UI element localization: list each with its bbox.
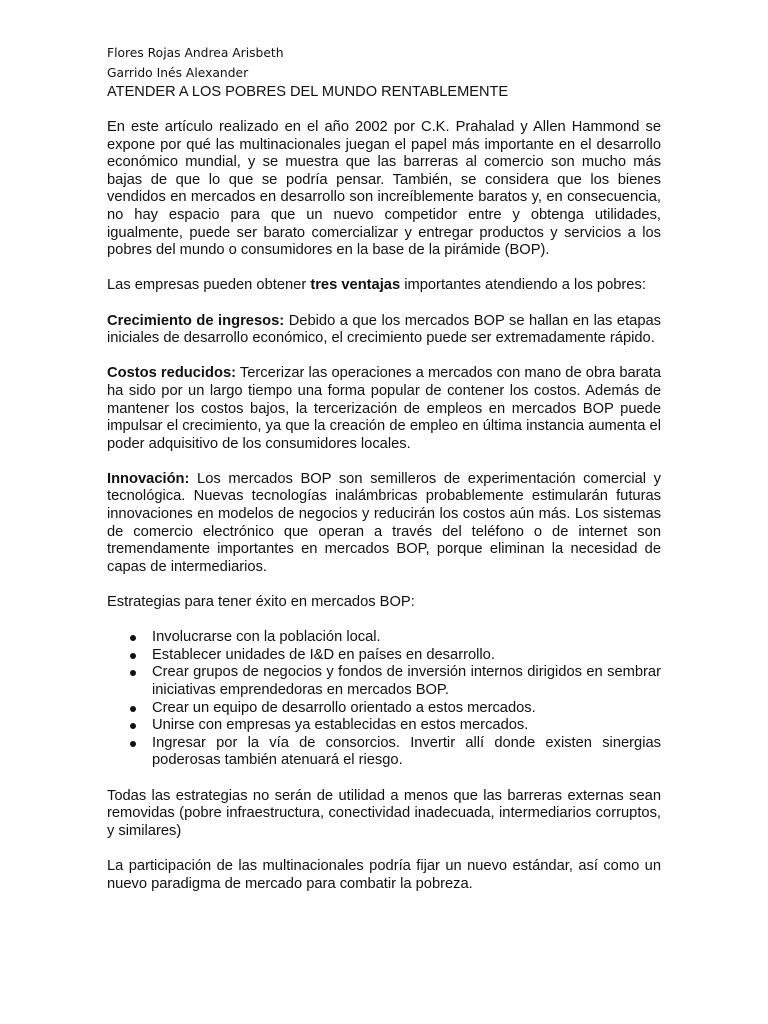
bullet-icon: [130, 635, 136, 641]
list-item-text: Ingresar por la vía de consorcios. Invertir allí donde existen sinergias poderosas también atenuará el riesgo.: [152, 734, 661, 769]
author-name: Flores Rojas Andrea Arisbeth: [107, 46, 284, 60]
advantage-heading: Crecimiento de ingresos:: [107, 312, 285, 329]
advantage-paragraph-revenue: [107, 313, 661, 348]
advantages-intro-text: Las empresas pueden obtener: [107, 277, 311, 294]
author-name: Garrido Inés Alexander: [107, 65, 249, 80]
bullet-icon: [130, 723, 136, 729]
advantage-paragraph-costs: [107, 365, 661, 453]
intro-paragraph: En este artículo realizado en el año 2002 por C.K. Prahalad y Allen Hammond se expone por qué las multinacionales juegan el papel más importante en el desarrollo económico mundial, y se muestra que las barreras al comercio son mucho más bajas de que lo que se podría pensar. También, se considera que los bienes vendidos en mercados en desarrollo son increíblemente baratos y, en consecuencia, no hay espacio para que un nuevo competidor entre y obtenga utilidades, igualmente, puede ser barato comercializar y entregar productos y servicios a los pobres del mundo o consumidores en la base de la pirámide (BOP).: [107, 119, 661, 259]
advantage-text: Los mercados BOP son semilleros de experimentación comercial y tecnológica. Nuevas tecnologías inalámbricas probablemente estimularán futuras innovaciones en modelos de negocios y reducirán los costos aún más. Los sistemas de comercio electrónico que operan a través del teléfono o de internet son tremendamente importantes en mercados BOP, porque eliminan la necesidad de capas de intermediarios.: [107, 470, 661, 575]
list-item: [107, 664, 661, 699]
advantages-intro-emphasis: tres ventajas: [310, 277, 401, 294]
conclusion-paragraph: La participación de las multinacionales podría fijar un nuevo estándar, así como un nuevo paradigma de mercado para combatir la pobreza.: [107, 857, 661, 892]
advantage-heading: Costos reducidos:: [107, 365, 237, 382]
advantage-text: Tercerizar las operaciones a mercados con mano de obra barata ha sido por un largo tiempo una forma popular de contener los costos. Además de mantener los costos bajos, la tercerización de empleos en mercados BOP puede impulsar el crecimiento, ya que la creación de empleo en última instancia aumenta el poder adquisitivo de los consumidores locales.: [107, 365, 661, 452]
document-title: ATENDER A LOS POBRES DEL MUNDO RENTABLEMENTE: [107, 84, 509, 100]
bullet-icon: [130, 706, 136, 712]
authors-block: [107, 44, 661, 83]
list-item: [107, 717, 661, 735]
advantage-text: Debido a que los mercados BOP se hallan en las etapas iniciales de desarrollo económico, el crecimiento puede ser extremadamente rápido.: [107, 312, 662, 347]
list-item-text: Establecer unidades de I&D en países en desarrollo.: [152, 646, 495, 663]
list-item: [107, 700, 661, 718]
bullet-icon: [130, 741, 136, 747]
document-page: [107, 44, 661, 911]
strategies-list: [107, 629, 661, 770]
list-item-text: Involucrarse con la población local.: [152, 629, 381, 646]
list-item: [107, 735, 661, 770]
strategies-heading: Estrategias para tener éxito en mercados BOP:: [107, 594, 415, 611]
advantage-heading: Innovación:: [107, 470, 190, 487]
barriers-paragraph: Todas las estrategias no serán de utilidad a menos que las barreras externas sean removidas (pobre infraestructura, conectividad inadecuada, intermediarios corruptos, y similares): [107, 787, 661, 839]
list-item-text: Crear un equipo de desarrollo orientado a estos mercados.: [152, 699, 536, 716]
bullet-icon: [130, 653, 136, 659]
advantage-paragraph-innovation: [107, 471, 661, 577]
bullet-icon: [130, 670, 136, 676]
advantages-intro-text: importantes atendiendo a los pobres:: [400, 277, 646, 294]
advantages-intro-paragraph: [107, 277, 661, 295]
list-item-text: Crear grupos de negocios y fondos de inversión internos dirigidos en sembrar iniciativas emprendedoras en mercados BOP.: [152, 664, 661, 698]
list-item: [107, 647, 661, 665]
list-item-text: Unirse con empresas ya establecidas en estos mercados.: [152, 717, 529, 734]
list-item: [107, 629, 661, 647]
